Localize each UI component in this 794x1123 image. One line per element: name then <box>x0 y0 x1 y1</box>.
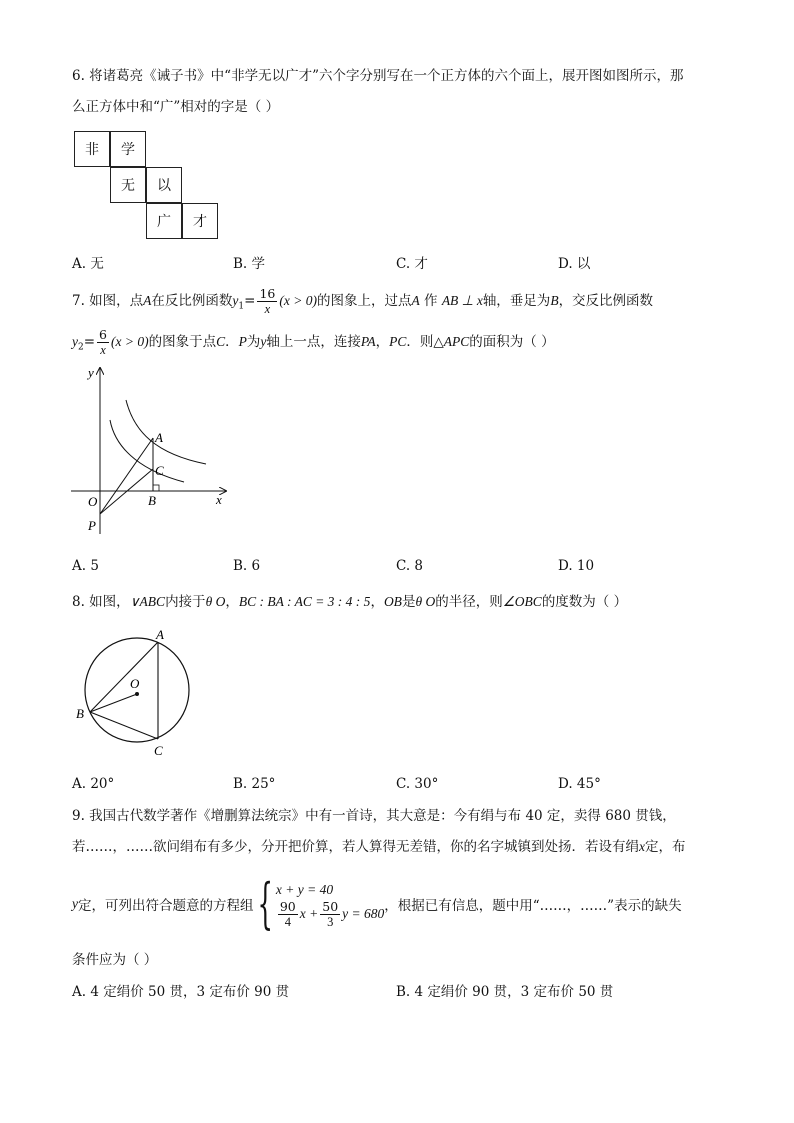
frac-num: 50 <box>322 898 339 914</box>
frac-den: 4 <box>284 914 291 929</box>
frac-den: x <box>264 302 271 316</box>
q7-option-c[interactable]: C. 8 <box>396 558 424 574</box>
q8-figure <box>70 626 200 761</box>
q8-option-d[interactable]: D. 45° <box>558 776 601 792</box>
segment-ob <box>90 694 137 712</box>
q7-cond: (x > 0) <box>111 334 149 349</box>
q7-text: 在反比例函数 <box>151 293 233 309</box>
q7-var-p: P <box>238 334 247 349</box>
q7-text: 轴，垂足为 <box>482 293 551 309</box>
frac-den: 3 <box>327 914 334 929</box>
q6-stem-line2: 么正方体中和“广”相对的字是（ ） <box>72 99 280 115</box>
net-cell-guang: 广 <box>146 203 182 239</box>
q8-text: ， <box>370 594 384 610</box>
equation-1: x + y = 40 <box>275 881 334 897</box>
label-c: C <box>154 743 163 758</box>
q8-circle: θ O <box>415 594 436 609</box>
q8-text: 内接于 <box>165 594 206 610</box>
q8-angle: ∠OBC <box>502 594 542 609</box>
frac-50-3 <box>320 900 340 929</box>
q8-text: 8. 如图， <box>72 594 130 610</box>
q7-tri-apc: APC <box>443 334 470 349</box>
net-cell-yi: 以 <box>146 167 182 203</box>
q7-fraction-6 <box>97 328 109 357</box>
q8-circle: θ O <box>205 594 226 609</box>
curve-y2 <box>110 420 184 482</box>
label-x: x <box>216 492 222 507</box>
q7-sub: 2 <box>78 342 84 353</box>
q7-var-y2: y <box>72 334 78 349</box>
q9-option-b[interactable]: B. 4 定绢价 90 贯，3 定布价 50 贯 <box>396 984 614 1000</box>
q7-var-y1: y <box>232 293 239 308</box>
q9-stem-line1: 9. 我国古代数学著作《增删算法统宗》中有一首诗，其大意是：今有绢与布 40 定，卖得 680 贯钱， <box>72 808 676 824</box>
q7-stem-line1 <box>72 287 653 315</box>
q8-arc-ratio: BC : BA : AC = 3 : 4 : 5 <box>238 594 371 609</box>
q9-text: 定，布 <box>645 839 686 855</box>
system-brace: { <box>256 872 273 935</box>
q7-seg-pc: PC <box>389 334 407 349</box>
frac-den: x <box>100 343 106 357</box>
label-o: O <box>130 676 140 691</box>
q7-text: 为 <box>246 334 261 350</box>
q7-perp: AB ⊥ x <box>441 293 483 308</box>
q7-text: ．则△ <box>406 334 444 350</box>
q8-text: ， <box>225 594 239 610</box>
label-b: B <box>76 706 84 721</box>
q7-var-a: A <box>143 293 152 308</box>
q7-option-d[interactable]: D. 10 <box>558 558 595 574</box>
net-cell-fei: 非 <box>74 131 110 167</box>
q7-text: 轴上一点，连接 <box>266 334 361 350</box>
q9-text: 定，可列出符合题意的方程组 <box>78 898 254 914</box>
q8-text: 是 <box>401 594 416 610</box>
q7-text: 7. 如图，点 <box>72 293 144 309</box>
q7-text: 的图象上，过点 <box>316 293 412 309</box>
q6-option-d[interactable]: D. 以 <box>558 256 591 272</box>
q7-text: 的面积为（ ） <box>469 334 555 350</box>
label-a: A <box>155 430 163 445</box>
label-y: y <box>88 365 94 380</box>
q7-text: 作 <box>424 293 438 309</box>
q9-stem-line2 <box>72 837 686 857</box>
frac-num: 6 <box>99 327 107 342</box>
eq2-y-part: y = 680 <box>342 906 385 921</box>
q7-eq: = <box>244 293 256 309</box>
q6-option-a[interactable]: A. 无 <box>72 256 104 272</box>
q6-stem-line1: 6. 将诸葛亮《诫子书》中“非学无以广才”六个字分别写在一个正方体的六个面上，展开图如图所示，那 <box>72 68 684 84</box>
q7-var-b: B <box>550 293 559 308</box>
q8-triangle: ∨ABC <box>129 594 166 609</box>
equation-2 <box>276 900 384 929</box>
q7-stem-line2 <box>72 328 555 356</box>
segment-bc <box>90 712 158 739</box>
q9-text: ，根据已有信息，题中用“……，……”表示的缺失 <box>384 898 682 914</box>
q9-var-x: x <box>639 839 645 854</box>
q7-cond: (x > 0) <box>279 293 317 308</box>
q9-var-y: y <box>72 896 78 911</box>
q8-option-a[interactable]: A. 20° <box>72 776 115 792</box>
q8-option-c[interactable]: C. 30° <box>396 776 439 792</box>
q7-seg-pa: PA <box>360 334 376 349</box>
label-b: B <box>148 493 156 508</box>
right-angle-mark <box>153 485 159 491</box>
label-p: P <box>88 518 96 533</box>
q7-text: ． <box>225 334 239 350</box>
net-cell-wu: 无 <box>110 167 146 203</box>
equation-system <box>276 880 384 929</box>
q7-fraction-16 <box>257 287 277 316</box>
q7-text: 的图象于点 <box>148 334 217 350</box>
q9-text: 若……，……欲问绢布有多少，分开把价算，若人算得无差错，你的名字城镇到处扬．若设有绢 <box>72 839 639 855</box>
q7-var-a: A <box>411 293 420 308</box>
q7-text: ，交反比例函数 <box>558 293 654 309</box>
q8-text: 的度数为（ ） <box>541 594 628 610</box>
frac-90-4 <box>278 900 298 929</box>
label-a: A <box>156 627 164 642</box>
net-cell-cai: 才 <box>182 203 218 239</box>
curve-y1 <box>126 400 206 464</box>
q8-text: 的半径，则 <box>435 594 503 610</box>
q7-option-a[interactable]: A. 5 <box>72 558 99 574</box>
center-point <box>135 692 139 696</box>
q6-option-c[interactable]: C. 才 <box>396 256 428 272</box>
q9-option-a[interactable]: A. 4 定绢价 50 贯，3 定布价 90 贯 <box>72 984 290 1000</box>
label-c: C <box>155 463 164 478</box>
q6-option-b[interactable]: B. 学 <box>233 256 266 272</box>
q7-sub: 1 <box>238 301 245 312</box>
eq2-x-part: x + <box>299 906 319 921</box>
q9-stem-line4: 条件应为（ ） <box>72 952 158 968</box>
frac-num: 16 <box>259 286 276 301</box>
q8-seg-ob: OB <box>383 594 402 609</box>
q7-option-b[interactable]: B. 6 <box>233 558 261 574</box>
q8-stem <box>72 592 627 612</box>
label-o: O <box>88 494 98 509</box>
net-cell-xue: 学 <box>110 131 146 167</box>
q7-var-c: C <box>216 334 226 349</box>
q7-text: ， <box>375 334 390 350</box>
q7-figure <box>66 362 236 542</box>
q7-eq: = <box>83 334 96 350</box>
q7-var-y: y <box>260 334 267 349</box>
frac-num: 90 <box>279 898 296 914</box>
q9-stem-line3 <box>72 873 682 935</box>
q8-option-b[interactable]: B. 25° <box>233 776 276 792</box>
